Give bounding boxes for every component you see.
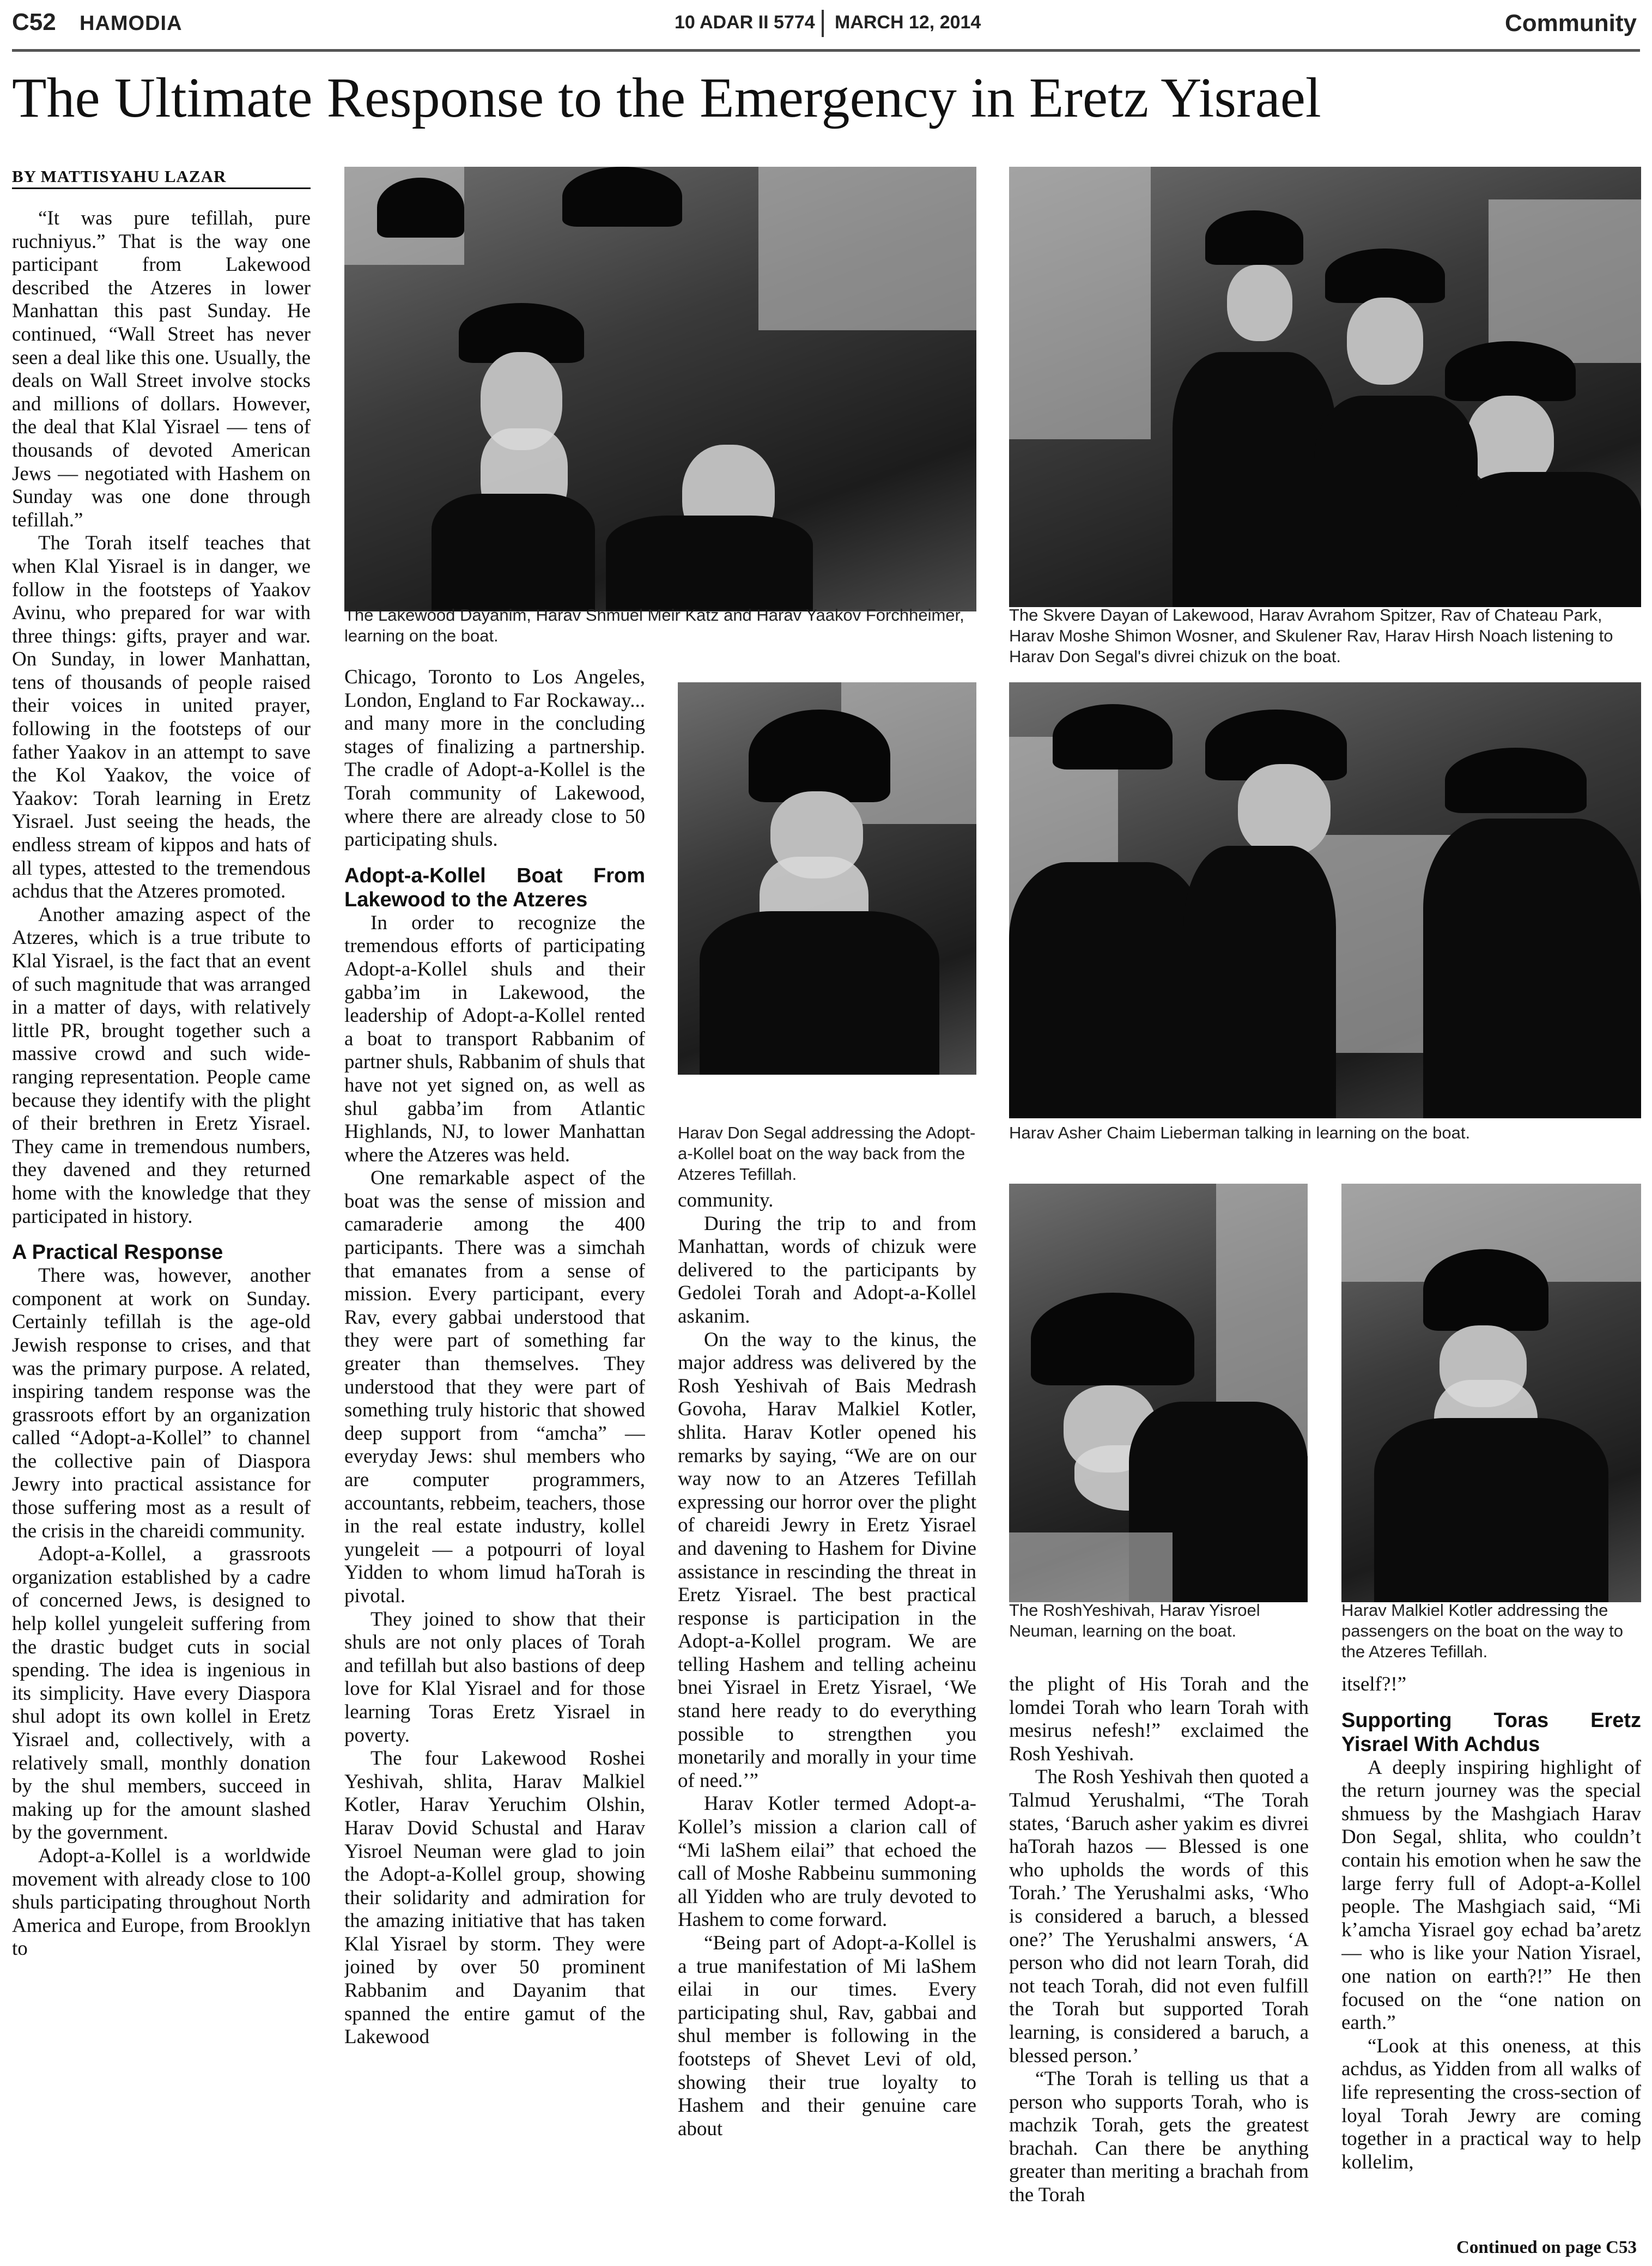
byline-rule [12, 187, 311, 189]
paragraph: Adopt-a-Kollel, a grassroots organization established by a cadre of concerned Jews, is designed to help kollel yungeleit suffering from the drastic budget cuts in social spending. The idea is ingenious in its simplicity. Have every Diaspora shul adopt its own kollel in Eretz Yisrael and, collectively, with a relatively small, monthly donation by the shul members, succeed in making up for the amount slashed by the government. [12, 1543, 311, 1844]
paragraph: “Being part of Adopt-a-Kollel is a true manifestation of Mi laShem eilai in our times. Every participating shul, Rav, gabbai and shul member is following in the footsteps of Shevet Levi of old, showing their true loyalty to Hashem and their genuine care about [678, 1932, 976, 2140]
section-name: Community [1505, 10, 1637, 37]
photo-caption: Harav Don Segal addressing the Adopt-a-Kollel boat on the way back from the Atzeres Tefillah. [678, 1123, 976, 1184]
article-column-5 [1341, 1673, 1641, 2251]
photo-caption: The Lakewood Dayanim, Harav Shmuel Meir Katz and Harav Yaakov Forchheimer, learning on the boat. [344, 605, 964, 645]
subhead: Adopt-a-Kollel Boat From Lakewood to the Atzeres [344, 864, 645, 911]
article-column-2 [344, 666, 645, 2263]
subhead: Supporting Toras Eretz Yisrael With Achdus [1341, 1708, 1641, 1756]
date-separator [822, 10, 824, 37]
photo-caption: Harav Malkiel Kotler addressing the passengers on the boat on the way to the Atzeres Tefillah. [1341, 1601, 1624, 1661]
paragraph: Chicago, Toronto to Los Angeles, London, England to Far Rockaway... and many more in the concluding stages of finalizing a partnership. The cradle of Adopt-a-Kollel is the Torah community of Lakewood, where there are already close to 50 participating shuls. [344, 666, 645, 851]
paragraph: On the way to the kinus, the major address was delivered by the Rosh Yeshivah of Bais Medrash Govoha, Harav Malkiel Kotler, shlita. Harav Kotler opened his remarks by saying, “We are on our way now to an Atzeres Tefillah expressing our horror over the plight of chareidi Jewry in Eretz Yisrael and davening to Hashem for Divine assistance in rescinding the threat in Eretz Yisrael. The best practical response is participation in the Adopt-a-Kollel program. We are telling Hashem and telling acheinu bnei Yisrael in Eretz Yisrael, ‘We stand here ready to do everything possible to strengthen you monetarily and morally in your time of need.’” [678, 1328, 976, 1792]
paragraph: They joined to show that their shuls are not only places of Torah and tefillah but also bastions of deep love for Klal Yisrael and for those learning Toras Eretz Yisrael in poverty. [344, 1608, 645, 1747]
article-column-1 [12, 207, 311, 2262]
photo-caption: The RoshYeshivah, Harav Yisroel Neuman, learning on the boat. [1009, 1601, 1260, 1640]
paragraph: “It was pure tefillah, pure ruchniyus.” That is the way one participant from Lakewood described the Atzeres in lower Manhattan this past Sunday. He continued, “Wall Street has never seen a deal like this one. Usually, the deals on Wall Street involve stocks and millions of dollars. However, the deal that Klal Yisrael — tens of thousands of devoted American Jews — negotiated with Hashem on Sunday was one done through tefillah.” [12, 207, 311, 531]
photo-malkiel-kotler [1341, 1184, 1641, 1602]
paragraph: One remarkable aspect of the boat was the sense of mission and camaraderie among the 400 participants. There was a simchah that emanates from a sense of mission. Every participant, every Rav, every gabbai understood that they were part of something far greater than themselves. They understood that they were part of something truly historic that showed deep support from “amcha” — everyday Jews: shul members who are computer programmers, accountants, rebbeim, teachers, those in the real estate industry, kollel yungeleit — a potpourri of loyal Yidden to whom limud haTorah is pivotal. [344, 1167, 645, 1607]
hebrew-date: 10 ADAR II 5774 [675, 12, 815, 33]
paragraph: The Rosh Yeshivah then quoted a Talmud Yerushalmi, “The Torah states, ‘Baruch asher yakim es divrei haTorah hazos — Blessed is one who upholds the words of this Torah.’ The Yerushalmi asks, ‘Who is considered a baruch, a blessed one?’ The Yerushalmi answers, ‘A person who did not learn Torah, did not teach Torah, did not even fulfill the Torah but supported Torah learning, is considered a baruch, a blessed person.’ [1009, 1766, 1309, 2067]
photo-caption: Harav Asher Chaim Lieberman talking in learning on the boat. [1009, 1123, 1471, 1142]
paragraph: itself?!” [1341, 1673, 1407, 1695]
paragraph: the plight of His Torah and the lomdei Torah who learn Torah with mesirus nefesh!” exclaimed the Rosh Yeshivah. [1009, 1673, 1309, 1765]
byline: BY MATTISYAHU LAZAR [12, 167, 227, 186]
photo-caption: The Skvere Dayan of Lakewood, Harav Avrahom Spitzer, Rav of Chateau Park, Harav Moshe Shimon Wosner, and Skulener Rav, Harav Hirsh Noach listening to Harav Don Segal's divrei chizuk on the boat. [1009, 605, 1613, 666]
paragraph: In order to recognize the tremendous efforts of participating Adopt-a-Kollel shuls and their gabba’im in Lakewood, the leadership of Adopt-a-Kollel rented a boat to transport Rabbanim of partner shuls, Rabbanim of shuls that have not yet signed on, as well as shul gabba’im from Atlantic Highlands, NJ, to lower Manhattan where the Atzeres was held. [344, 911, 645, 1166]
paragraph: A deeply inspiring highlight of the return journey was the special shmuess by the Mashgiach Harav Don Segal, shlita, who couldn’t contain his emotion when he saw the large ferry full of Adopt-a-Kollel people. The Mashgiach said, “Mi k’amcha Yisrael goy echad ba’aretz — who is like your Nation Yisrael, one nation on earth?!” He then focused on the “one nation on earth.” [1341, 1756, 1641, 2034]
photo-don-segal [678, 682, 976, 1075]
photo-lakewood-dayanim [344, 167, 976, 611]
page-number: C52 [12, 9, 56, 35]
paragraph: Harav Kotler termed Adopt-a-Kollel’s mission a clarion call of “Mi laShem eilai” that echoed the call of Moshe Rabbeinu summoning all Yidden who are truly devoted to Hashem to come forward. [678, 1792, 976, 1931]
photo-rosh-yeshivah-neuman [1009, 1184, 1308, 1602]
issue-date: MARCH 12, 2014 [835, 12, 981, 33]
continued-link[interactable]: Continued on page C53 [1456, 2238, 1637, 2257]
paragraph: The Torah itself teaches that when Klal Yisrael is in danger, we follow in the footsteps of Yaakov Avinu, who prepared for war with three things: gifts, prayer and war. On Sunday, in lower Manhattan, tens of thousands of people raised their voices in united prayer, following in the footsteps of our father Yaakov in an attempt to save the Kol Yaakov, the voice of Yaakov: Torah learning in Eretz Yisrael. Just seeing the heads, the endless stream of kippos and hats of all types, attested to the tremendous achdus that the Atzeres promoted. [12, 532, 311, 903]
paragraph: During the trip to and from Manhattan, words of chizuk were delivered to the participants by Gedolei Torah and Adopt-a-Kollel askanim. [678, 1212, 976, 1328]
photo-skvere-dayan [1009, 167, 1641, 607]
paragraph: community. [678, 1189, 774, 1211]
paragraph: Adopt-a-Kollel is a worldwide movement with already close to 100 shuls participating throughout North America and Europe, from Brooklyn to [12, 1844, 311, 1960]
article-column-3 [678, 1189, 976, 2263]
header-rule [12, 49, 1640, 52]
paragraph: There was, however, another component at work on Sunday. Certainly tefillah is the age-old Jewish response to crises, and that was the primary purpose. A related, inspiring tandem response was the grassroots effort by an organization called “Adopt-a-Kollel” to channel the collective pain of Diaspora Jewry into practical assistance for those suffering most as a result of the crisis in the chareidi community. [12, 1264, 311, 1542]
article-headline: The Ultimate Response to the Emergency in Eretz Yisrael [12, 66, 1321, 129]
paragraph: “Look at this oneness, at this achdus, as Yidden from all walks of life representing the cross-section of loyal Torah Jewry are coming together in a practical way to help kollelim, [1341, 2034, 1641, 2173]
paragraph: “The Torah is telling us that a person who supports Torah, who is machzik Torah, gets the greatest brachah. Can there be anything greater than meriting a brachah from the Torah [1009, 2068, 1309, 2207]
subhead: A Practical Response [12, 1241, 223, 1264]
article-column-4 [1009, 1673, 1309, 2263]
publication-name: HAMODIA [80, 12, 183, 35]
photo-asher-chaim-lieberman [1009, 682, 1641, 1118]
paragraph: Another amazing aspect of the Atzeres, which is a true tribute to Klal Yisrael, is the fact that an event of such magnitude that was arranged in a matter of days, with relatively little PR, brought together such a massive crowd and such wide-ranging representation. People came because they identify with the plight of their brethren in Eretz Yisrael. They came in tremendous numbers, they davened and they returned home with the knowledge that they participated in history. [12, 903, 311, 1228]
paragraph: The four Lakewood Roshei Yeshivah, shlita, Harav Malkiel Kotler, Harav Yeruchim Olshin, Harav Dovid Schustal and Harav Yisroel Neuman were glad to join the Adopt-a-Kollel group, showing their solidarity and admiration for the amazing initiative that has taken Klal Yisrael by storm. They were joined by over 50 prominent Rabbanim and Dayanim that spanned the entire gamut of the Lakewood [344, 1747, 645, 2049]
